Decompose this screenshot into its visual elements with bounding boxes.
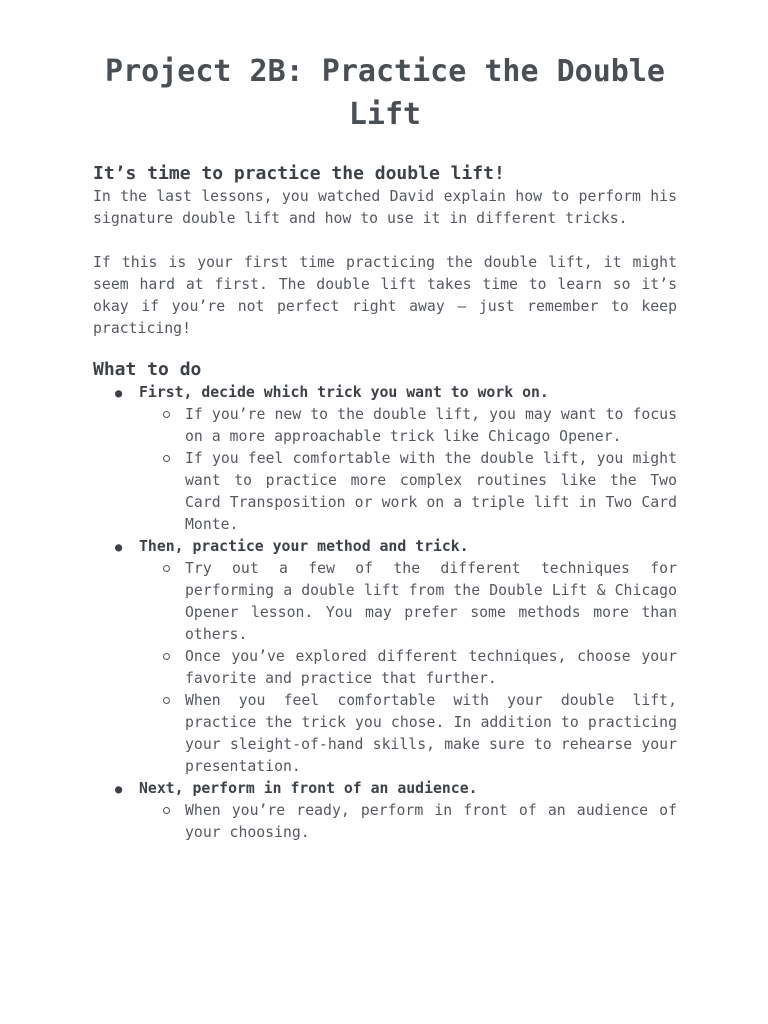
- step-label: First, decide which trick you want to work on.: [139, 384, 549, 401]
- substeps-list: [139, 404, 677, 536]
- page-title: Project 2B: Practice the Double Lift: [105, 54, 665, 132]
- intro-paragraph: If this is your first time practicing the double lift, it might seem hard at first. The double lift takes time to learn so it’s okay if you’re not perfect right away — just remember to keep practicing!: [93, 254, 677, 337]
- substep-text: Try out a few of the different techniques for performing a double lift from the Double Lift & Chicago Opener lesson. You may prefer some methods more than others.: [185, 560, 677, 643]
- circle-bullet-icon: [163, 455, 170, 462]
- substeps-list: [139, 800, 677, 844]
- circle-bullet-icon: [163, 565, 170, 572]
- intro-heading: It’s time to practice the double lift!: [93, 163, 505, 184]
- intro-body: [93, 186, 677, 340]
- substep-item: [139, 800, 677, 844]
- bullet-icon: ●: [115, 540, 123, 554]
- circle-bullet-icon: [163, 807, 170, 814]
- substep-item: [139, 404, 677, 448]
- steps-list: [93, 382, 677, 844]
- intro-paragraph: In the last lessons, you watched David explain how to perform his signature double lift and how to use it in different tricks.: [93, 188, 677, 227]
- circle-bullet-icon: [163, 411, 170, 418]
- bullet-icon: ●: [115, 386, 123, 400]
- circle-bullet-icon: [163, 697, 170, 704]
- substep-text: If you’re new to the double lift, you may want to focus on a more approachable trick like Chicago Opener.: [185, 406, 677, 445]
- substep-text: Once you’ve explored different techniques, choose your favorite and practice that further.: [185, 648, 677, 687]
- document-page: [93, 50, 677, 844]
- step-item: [93, 382, 677, 536]
- substep-text: If you feel comfortable with the double lift, you might want to practice more complex routines like the Two Card Transposition or work on a triple lift in Two Card Monte.: [185, 450, 677, 533]
- step-label: Next, perform in front of an audience.: [139, 780, 478, 797]
- substep-item: [139, 448, 677, 536]
- step-label: Then, practice your method and trick.: [139, 538, 469, 555]
- substeps-list: [139, 558, 677, 778]
- step-item: [93, 778, 677, 844]
- step-item: [93, 536, 677, 778]
- what-to-do-heading: What to do: [93, 359, 202, 380]
- substep-item: [139, 558, 677, 646]
- substep-text: When you’re ready, perform in front of an audience of your choosing.: [185, 802, 677, 841]
- circle-bullet-icon: [163, 653, 170, 660]
- bullet-icon: ●: [115, 782, 123, 796]
- substep-item: [139, 646, 677, 690]
- substep-item: [139, 690, 677, 778]
- substep-text: When you feel comfortable with your double lift, practice the trick you chose. In addition to practicing your sleight-of-hand skills, make sure to rehearse your presentation.: [185, 692, 677, 775]
